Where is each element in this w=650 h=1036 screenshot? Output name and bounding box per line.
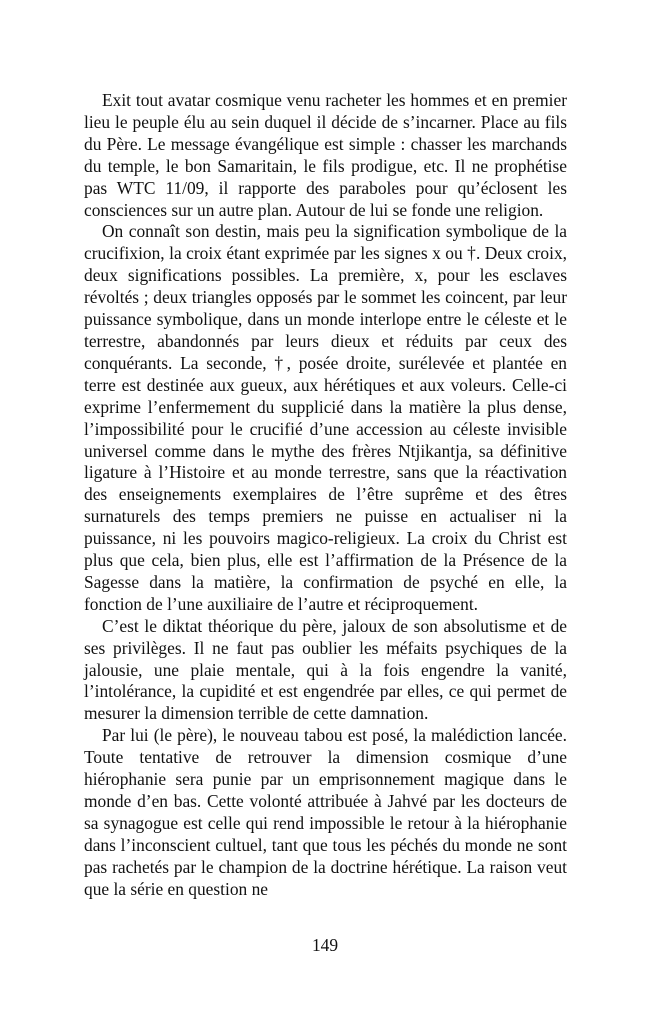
paragraph-2: On connaît son destin, mais peu la signification symbolique de la crucifixion, la croix étant exprimée par les signes x ou †. Deux croix, deux significations possibles. La première, x, pour les esclaves révoltés ; deux triangles opposés par le sommet les coincent, par leur puissance symbolique, dans un monde interlope entre le céleste et le terrestre, abandonnés par leurs dieux et réduits par ceux des conquérants. La seconde, †, posée droite, surélevée et plantée en terre est destinée aux gueux, aux hérétiques et aux voleurs. Celle-ci exprime l’enfermement du supplicié dans la matière la plus dense, l’impossibilité pour le crucifié d’une accession au céleste invisible universel comme dans le mythe des frères Ntjikantja, sa définitive ligature à l’Histoire et au monde terrestre, sans que la réactivation des enseignements exemplaires de l’être suprême et des êtres surnaturels des temps premiers ne puisse en actualiser ni la puissance, ni les pouvoirs magico-religieux. La croix du Christ est plus que cela, bien plus, elle est l’affirmation de la Présence de la Sagesse dans la matière, la confirmation de psyché en elle, la fonction de l’une auxiliaire de l’autre et réciproquement.: [84, 221, 567, 614]
paragraph-1: Exit tout avatar cosmique venu racheter les hommes et en premier lieu le peuple élu au sein duquel il décide de s’incarner. Place au fils du Père. Le message évangélique est simple : chasser les marchands du temple, le bon Samaritain, le fils prodigue, etc. Il ne prophétise pas WTC 11/09, il rapporte des paraboles pour qu’éclosent les consciences sur un autre plan. Autour de lui se fonde une religion.: [84, 90, 567, 220]
paragraph-4: Par lui (le père), le nouveau tabou est posé, la malédiction lancée. Toute tentative de retrouver la dimension cosmique d’une hiérophanie sera punie par un emprisonnement magique dans le monde d’en bas. Cette volonté attribuée à Jahvé par les docteurs de sa synagogue est celle qui rend impossible le retour à la hiérophanie dans l’inconscient cultuel, tant que tous les péchés du monde ne sont pas rachetés par le champion de la doctrine hérétique. La raison veut que la série en question ne: [84, 725, 567, 899]
page-number: 149: [311, 935, 339, 955]
page-body: [84, 90, 567, 901]
paragraph-3: C’est le diktat théorique du père, jaloux de son absolutisme et de ses privilèges. Il ne faut pas oublier les méfaits psychiques de la jalousie, une plaie mentale, qui à la fois engendre la vanité, l’intolérance, la cupidité et est engendrée par elles, ce qui permet de mesurer la dimension terrible de cette damnation.: [84, 615, 567, 724]
